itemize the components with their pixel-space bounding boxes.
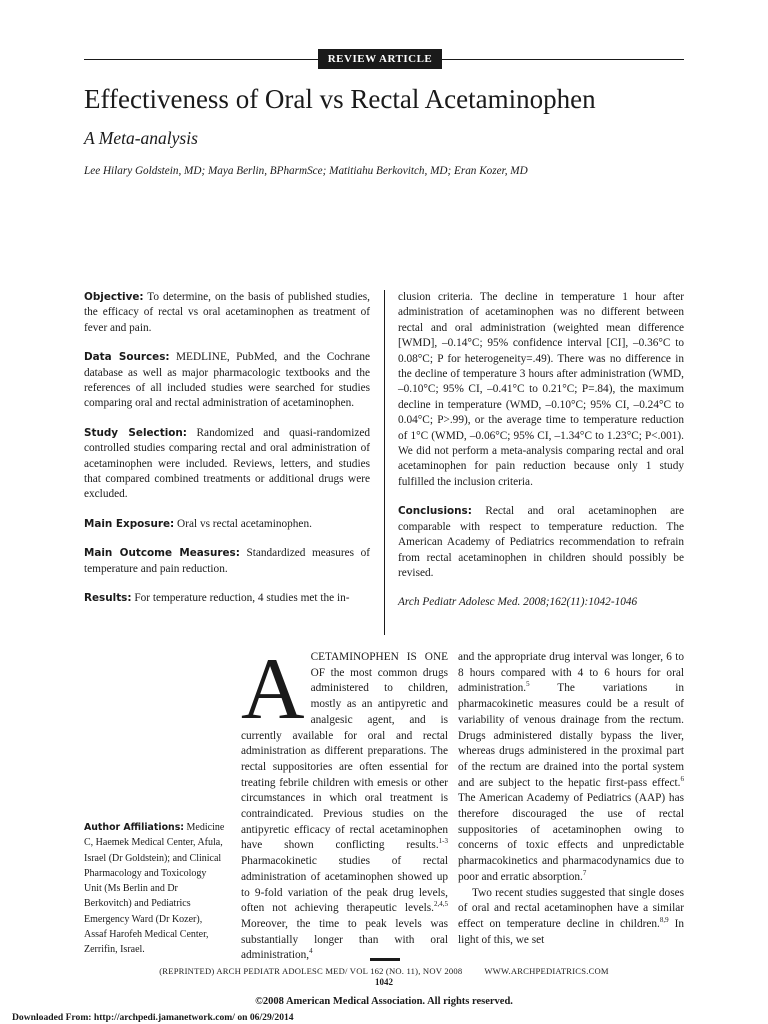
main-exposure-text: Oral vs rectal acetaminophen.: [174, 517, 312, 530]
reference-superscript: 2,4,5: [434, 900, 448, 909]
abstract-conclusions: [398, 504, 684, 581]
footer-journal: (REPRINTED) ARCH PEDIATR ADOLESC MED/ VOL 162 (NO. 11), NOV 2008: [159, 966, 463, 976]
objective-text: To determine, on the basis of published studies, the efficacy of rectal vs oral acetaminophen as treatment of fever and pain.: [84, 291, 370, 334]
affiliations-text: Medicine C, Haemek Medical Center, Afula, Israel (Dr Goldstein); and Clinical Pharmacology and Toxicology Unit (Ms Berlin and Dr Berkovitch) and Pediatrics Emergency Ward (Dr Kozer), Assaf Harofeh Medical Center, Zerrifin, Israel.: [84, 822, 225, 956]
main-exposure-heading: Main Exposure:: [84, 517, 175, 530]
reference-superscript: 8,9: [659, 916, 669, 925]
objective-heading: Objective:: [84, 291, 144, 303]
abstract-main-exposure: [84, 517, 370, 532]
main-outcome-text: Standardized measures of temperature and pain reduction.: [84, 547, 370, 575]
footer-mark: [370, 958, 400, 961]
body-column-1: [241, 641, 448, 964]
drop-cap: A: [241, 641, 305, 738]
main-outcome-heading: Main Outcome Measures:: [84, 547, 240, 560]
intro-text-b: Pharmacokinetic studies of rectal administration of acetaminophen showed up to 9-fold variation of the peak drug levels, often not achieving therapeutic levels.: [241, 855, 448, 915]
intro-text-c: Moreover, the time to peak levels was substantially longer than with oral administration,: [241, 917, 448, 962]
abstract-column-divider: [384, 290, 385, 635]
footer-journal-line: [84, 966, 684, 976]
intro-text-lead: CETAMINOPHEN IS ONE OF the most common drugs administered to children, mostly as an antipyretic and analgesic agent, and is currently available for oral and rectal administration as different preparations. The rectal suppositories are often essential for treating febrile children with emesis or other circumstances in which oral treatment is contraindicated. Previous studies on the antipyretic efficacy of rectal acetaminophen have shown conflicting results.: [241, 651, 448, 852]
affiliations-heading: Author Affiliations:: [84, 822, 185, 833]
journal-citation: Arch Pediatr Adolesc Med. 2008;162(11):1042-1046: [398, 596, 638, 609]
reference-superscript: 6: [680, 774, 684, 783]
abstract-objective: [84, 290, 370, 336]
abstract-results: [84, 591, 370, 606]
conclusions-heading: Conclusions:: [398, 505, 472, 518]
abstract-study-selection: [84, 426, 370, 503]
intro-paragraph: [241, 641, 448, 964]
reference-superscript: 5: [526, 680, 530, 689]
conclusions-text: Rectal and oral acetaminophen are comparable with respect to temperature reduction. The American Academy of Pediatrics recommendation to refrain from rectal acetaminophen in children should possibly be revised.: [398, 505, 684, 579]
results-text: For temperature reduction, 4 studies met the in-: [131, 592, 350, 605]
copyright-notice: ©2008 American Medical Association. All rights reserved.: [255, 996, 513, 1007]
author-affiliations: [84, 820, 226, 958]
article-subtitle: A Meta-analysis: [84, 128, 198, 148]
article-title: Effectiveness of Oral vs Rectal Acetaminophen: [84, 84, 596, 114]
footer-website: WWW.ARCHPEDIATRICS.COM: [484, 966, 609, 976]
page-number: 1042: [375, 977, 393, 987]
author-list: Lee Hilary Goldstein, MD; Maya Berlin, BPharmSce; Matitiahu Berkovitch, MD; Eran Kozer, MD: [84, 165, 528, 177]
results-heading: Results:: [84, 592, 132, 605]
reference-superscript: 4: [309, 947, 313, 956]
second-text-a: Two recent studies suggested that single doses of oral and rectal acetaminophen have a similar effect on temperature decline in children.: [458, 886, 684, 930]
second-paragraph: [458, 886, 684, 949]
intro-text-d: and the appropriate drug interval was longer, 6 to 8 hours compared with 4 to 6 hours for oral administration.: [458, 651, 684, 695]
study-selection-heading: Study Selection:: [84, 426, 187, 439]
abstract-data-sources: [84, 350, 370, 412]
intro-paragraph-continued: [458, 650, 684, 886]
intro-text-e: The variations in pharmacokinetic measures could be a result of variability of venous drainage from the rectum. Drugs administered distally bypass the liver, whereas drugs administered in the proximal part of the rectum are drained into the portal system and are subject to the hepatic first-pass effect.: [458, 682, 684, 789]
abstract-right-column: [398, 290, 684, 625]
reference-superscript: 7: [582, 869, 587, 878]
body-column-2: [458, 650, 684, 948]
article-type-label: REVIEW ARTICLE: [318, 49, 442, 69]
results-continued: clusion criteria. The decline in temperature 1 hour after administration of acetaminophen was no different between rectal and oral administration (weighted mean difference [WMD], –0.14°C; 95% confidence interval [CI], –0.36°C to 0.08°C; P for heterogeneity=.49). There was no difference in the decline of temperature 3 hours after administration (WMD, –0.10°C; 95% CI, –0.41°C to 0.21°C; P=.84), the maximum decline in temperature (WMD, –0.10°C; 95% CI, –0.24°C to 0.04°C; P>.99), or the average time to temperature reduction of 1°C (WMD, –0.06°C; 95% CI, –1.34°C to 1.23°C; P<.001). We did not perform a meta-analysis comparing rectal and oral acetaminophen for pain reduction because only 1 study fulfilled the inclusion criteria.: [398, 291, 684, 488]
reference-superscript: 1-3: [438, 837, 448, 846]
intro-text-f: The American Academy of Pediatrics (AAP) has therefore discouraged the use of rectal suppositories of acetaminophen owing to concerns of toxic effects and unpredictable pharmacokinetics and pharmacodynamics due to poor and erratic absorption.: [458, 792, 684, 883]
data-sources-text: MEDLINE, PubMed, and the Cochrane database as well as major pharmacologic textbooks and the references of all included studies were searched for studies comparing oral and rectal administration of acetaminophen.: [84, 351, 370, 410]
abstract-main-outcome: [84, 546, 370, 577]
abstract-left-column: [84, 290, 370, 621]
second-text-b: In light of this, we set: [458, 917, 684, 946]
study-selection-text: Randomized and quasi-randomized controlled studies comparing rectal and oral administration of acetaminophen were included. Reviews, letters, and studies that compared combined treatments or additional drugs were excluded.: [84, 426, 371, 501]
download-notice: Downloaded From: http://archpedi.jamanetwork.com/ on 06/29/2014: [12, 1012, 294, 1023]
data-sources-heading: Data Sources:: [84, 351, 170, 364]
